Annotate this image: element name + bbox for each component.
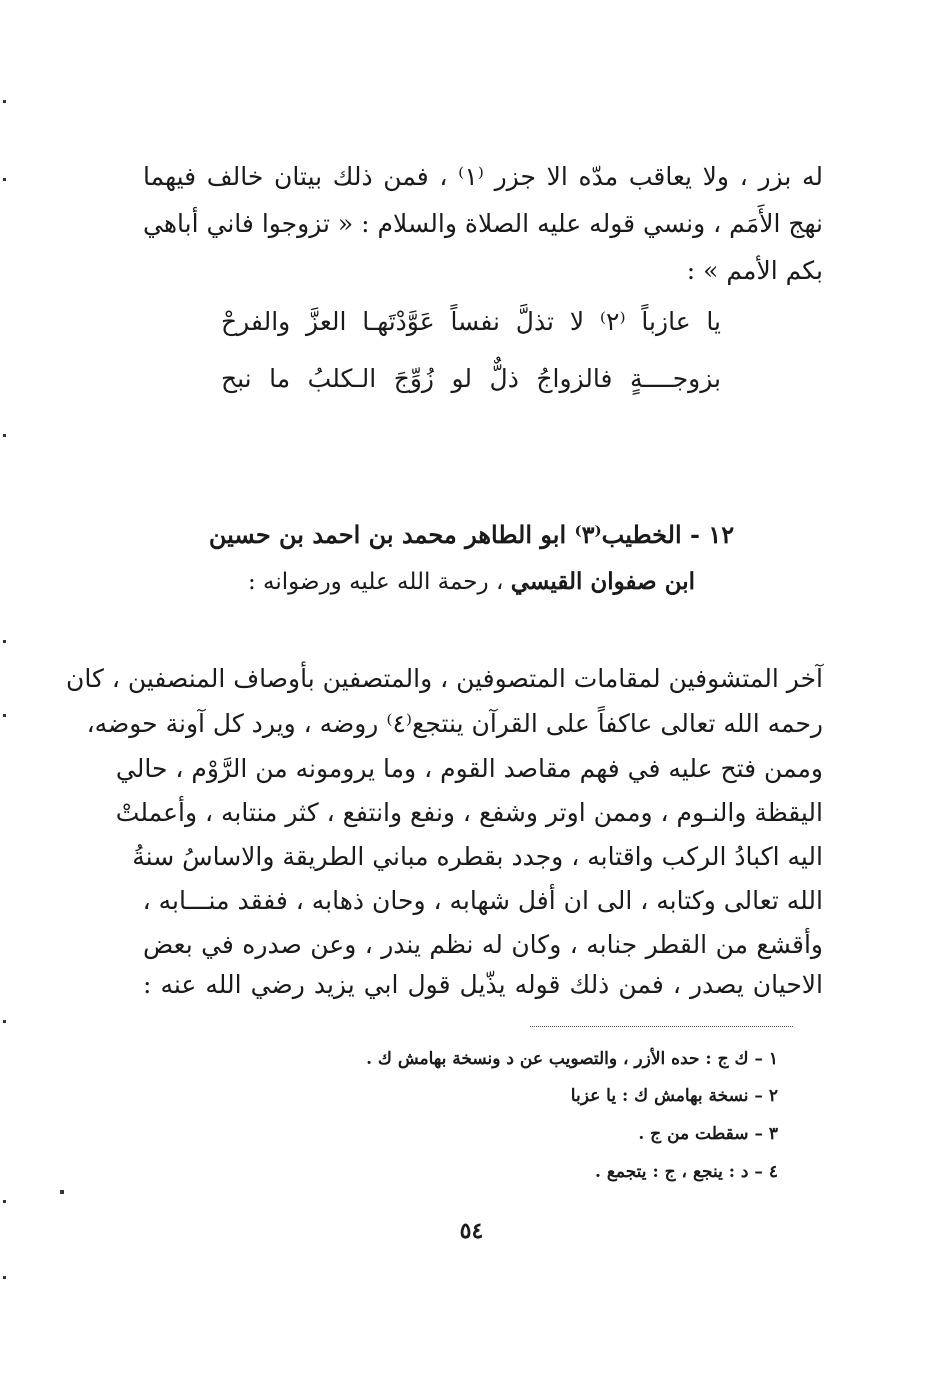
- scan-speck: [3, 1276, 6, 1279]
- entry-heading: ١٢ - الخطيب⁽٣⁾ ابو الطاهر محمد بن احمد بن حسين: [208, 520, 735, 549]
- footnote-3: ٣ – سقطت من ج .: [638, 1124, 778, 1144]
- verse-line-1: يا عازباً ⁽٢⁾ لا تذلَّ نفساً عَوَّدْتَهـا العزَّ والفرحْ: [221, 307, 721, 336]
- paragraph2-line-5: اليه اكبادُ الركب واقتابه ، وجدد بقطره مباني الطريقة والاساسُ سنةُ: [132, 842, 823, 871]
- paragraph2-line-2: رحمه الله تعالى عاكفاً على القرآن ينتجع⁽٤⁾ روضه ، ويرد كل آونة حوضه،: [86, 709, 823, 738]
- scan-speck: [3, 1200, 6, 1203]
- paragraph2-line-8: الاحيان يصدر ، فمن ذلك قوله يذّيل قول ابي يزيد رضي الله عنه :: [143, 970, 823, 999]
- paragraph1-line-3: بكم الأمم » :: [686, 256, 823, 285]
- entry-name: ابن صفوان القيسي: [510, 568, 695, 595]
- scan-speck: [3, 100, 6, 103]
- paragraph2-line-6: الله تعالى وكتابه ، الى ان أفل شهابه ، وحان ذهابه ، ففقد منـــابه ،: [142, 886, 823, 915]
- entry-blessing: ، رحمة الله عليه ورضوانه :: [247, 569, 511, 595]
- page-number: ٥٤: [459, 1218, 484, 1244]
- scan-speck: [3, 714, 6, 717]
- scan-speck: [3, 434, 6, 437]
- verse-line-2: بزوجــــةٍ فالزواجُ ذلٌّ لو زُوِّجَ الـكلبُ ما نبح: [221, 364, 721, 393]
- paragraph1-line-2: نهج الأَمَم ، ونسي قوله عليه الصلاة والسلام : « تزوجوا فاني أباهي: [143, 209, 823, 238]
- scan-speck: [60, 1190, 64, 1194]
- footnote-1: ١ – ك ج : حده الأزر ، والتصويب عن د ونسخة بهامش ك .: [366, 1049, 778, 1069]
- scan-speck: [3, 178, 6, 181]
- entry-subheading: [0, 565, 943, 599]
- scan-speck: [3, 1020, 6, 1023]
- paragraph2-line-1: آخر المتشوفين لمقامات المتصوفين ، والمتصفين بأوصاف المنصفين ، كان: [66, 664, 823, 693]
- footnote-2: ٢ – نسخة بهامش ك : يا عزبا: [570, 1086, 778, 1106]
- paragraph2-line-3: وممن فتح عليه في فهم مقاصد القوم ، وما يرومونه من الرَّوْم ، حالي: [115, 754, 823, 783]
- scan-speck: [3, 640, 6, 643]
- paragraph2-line-7: وأقشع من القطر جنابه ، وكان له نظم يندر ، وعن صدره في بعض: [143, 930, 823, 959]
- footnote-separator: [530, 1026, 793, 1027]
- footnote-4: ٤ – د : ينجع ، ج : يتجمع .: [594, 1162, 778, 1182]
- paragraph2-line-4: اليقظة والنـوم ، وممن اوتر وشفع ، ونفع وانتفع ، كثر منتابه ، وأعملتْ: [115, 798, 823, 827]
- paragraph1-line-1: له بزر ، ولا يعاقب مدّه الا جزر ⁽١⁾ ، فمن ذلك بيتان خالف فيهما: [143, 162, 823, 191]
